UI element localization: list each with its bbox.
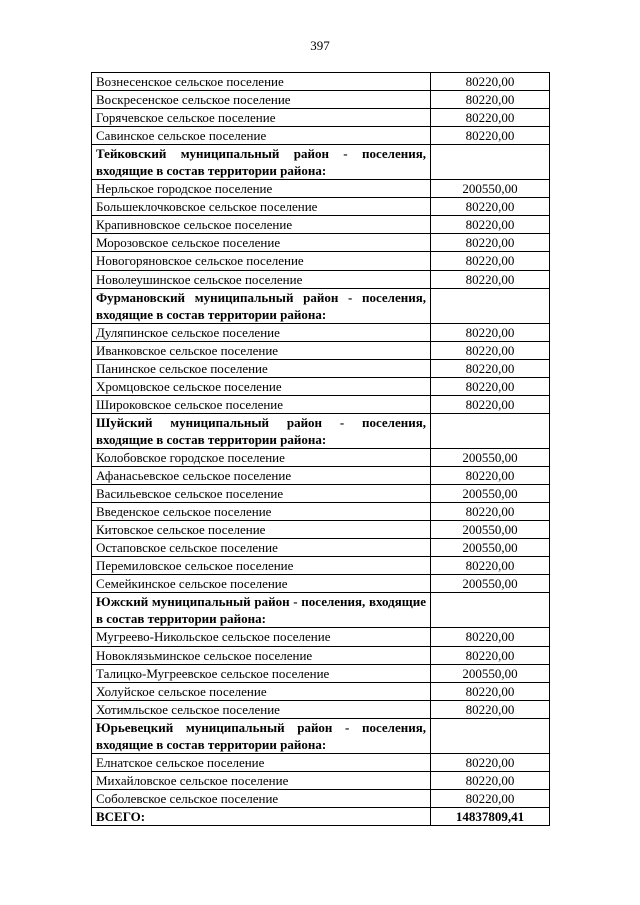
amount-cell: 200550,00 bbox=[431, 521, 550, 539]
table-row bbox=[92, 539, 550, 557]
amount-cell: 80220,00 bbox=[431, 771, 550, 789]
amount-cell: 80220,00 bbox=[431, 789, 550, 807]
amount-cell: 80220,00 bbox=[431, 252, 550, 270]
table-row bbox=[92, 771, 550, 789]
amount-cell: 80220,00 bbox=[431, 359, 550, 377]
settlement-name: Соболевское сельское поселение bbox=[92, 789, 431, 807]
settlement-name: Талицко-Мугреевское сельское поселение bbox=[92, 664, 431, 682]
amount-cell: 80220,00 bbox=[431, 682, 550, 700]
settlement-name: Афанасьевское сельское поселение bbox=[92, 467, 431, 485]
amount-cell: 200550,00 bbox=[431, 448, 550, 466]
settlement-name: Хотимльское сельское поселение bbox=[92, 700, 431, 718]
amount-cell: 80220,00 bbox=[431, 234, 550, 252]
table-row bbox=[92, 377, 550, 395]
table-row bbox=[92, 789, 550, 807]
table-row bbox=[92, 557, 550, 575]
settlement-name: Колобовское городское поселение bbox=[92, 448, 431, 466]
table-row bbox=[92, 628, 550, 646]
amount-cell: 80220,00 bbox=[431, 395, 550, 413]
settlement-name: Иванковское сельское поселение bbox=[92, 341, 431, 359]
amount-cell: 80220,00 bbox=[431, 628, 550, 646]
table-row bbox=[92, 180, 550, 198]
settlement-name: Нерльское городское поселение bbox=[92, 180, 431, 198]
total-label: ВСЕГО: bbox=[92, 807, 431, 825]
allocation-table bbox=[91, 72, 550, 826]
settlement-name: Морозовское сельское поселение bbox=[92, 234, 431, 252]
settlement-name: Семейкинское сельское поселение bbox=[92, 575, 431, 593]
settlement-name: Васильевское сельское поселение bbox=[92, 485, 431, 503]
settlement-name: Перемиловское сельское поселение bbox=[92, 557, 431, 575]
table-row bbox=[92, 198, 550, 216]
settlement-name: Вознесенское сельское поселение bbox=[92, 73, 431, 91]
amount-cell: 80220,00 bbox=[431, 700, 550, 718]
table-row bbox=[92, 575, 550, 593]
table-row bbox=[92, 359, 550, 377]
table-row bbox=[92, 646, 550, 664]
table-row bbox=[92, 323, 550, 341]
table-row bbox=[92, 216, 550, 234]
amount-cell: 80220,00 bbox=[431, 557, 550, 575]
table-row bbox=[92, 682, 550, 700]
table-row bbox=[92, 109, 550, 127]
settlement-name: Воскресенское сельское поселение bbox=[92, 91, 431, 109]
table-row bbox=[92, 503, 550, 521]
amount-cell: 200550,00 bbox=[431, 664, 550, 682]
settlement-name: Мугреево-Никольское сельское поселение bbox=[92, 628, 431, 646]
amount-cell bbox=[431, 288, 550, 323]
district-name: Тейковский муниципальный район - поселения, входящие в состав территории района: bbox=[92, 145, 431, 180]
amount-cell bbox=[431, 145, 550, 180]
settlement-name: Дуляпинское сельское поселение bbox=[92, 323, 431, 341]
amount-cell bbox=[431, 413, 550, 448]
amount-cell: 80220,00 bbox=[431, 270, 550, 288]
amount-cell: 80220,00 bbox=[431, 377, 550, 395]
table-body bbox=[92, 73, 550, 826]
amount-cell: 80220,00 bbox=[431, 341, 550, 359]
table-row bbox=[92, 73, 550, 91]
settlement-name: Остаповское сельское поселение bbox=[92, 539, 431, 557]
settlement-name: Большеклочковское сельское поселение bbox=[92, 198, 431, 216]
amount-cell bbox=[431, 593, 550, 628]
table-row bbox=[92, 700, 550, 718]
amount-cell: 80220,00 bbox=[431, 216, 550, 234]
settlement-name: Горячевское сельское поселение bbox=[92, 109, 431, 127]
amount-cell: 200550,00 bbox=[431, 575, 550, 593]
settlement-name: Новолеушинское сельское поселение bbox=[92, 270, 431, 288]
settlement-name: Широковское сельское поселение bbox=[92, 395, 431, 413]
table-row bbox=[92, 234, 550, 252]
district-header-row bbox=[92, 288, 550, 323]
district-header-row bbox=[92, 413, 550, 448]
amount-cell: 80220,00 bbox=[431, 127, 550, 145]
settlement-name: Савинское сельское поселение bbox=[92, 127, 431, 145]
total-row bbox=[92, 807, 550, 825]
total-amount: 14837809,41 bbox=[431, 807, 550, 825]
settlement-name: Новоклязьминское сельское поселение bbox=[92, 646, 431, 664]
amount-cell: 80220,00 bbox=[431, 323, 550, 341]
amount-cell bbox=[431, 718, 550, 753]
amount-cell: 80220,00 bbox=[431, 646, 550, 664]
table-row bbox=[92, 270, 550, 288]
table-row bbox=[92, 395, 550, 413]
settlement-name: Китовское сельское поселение bbox=[92, 521, 431, 539]
table-row bbox=[92, 341, 550, 359]
table-row bbox=[92, 753, 550, 771]
district-name: Шуйский муниципальный район - поселения, входящие в состав территории района: bbox=[92, 413, 431, 448]
table-row bbox=[92, 467, 550, 485]
settlement-name: Михайловское сельское поселение bbox=[92, 771, 431, 789]
settlement-name: Елнатское сельское поселение bbox=[92, 753, 431, 771]
settlement-name: Новогоряновское сельское поселение bbox=[92, 252, 431, 270]
settlement-name: Холуйское сельское поселение bbox=[92, 682, 431, 700]
table-row bbox=[92, 521, 550, 539]
amount-cell: 80220,00 bbox=[431, 109, 550, 127]
table-row bbox=[92, 448, 550, 466]
amount-cell: 80220,00 bbox=[431, 91, 550, 109]
district-name: Южский муниципальный район - поселения, входящие в состав территории района: bbox=[92, 593, 431, 628]
district-header-row bbox=[92, 593, 550, 628]
district-name: Юрьевецкий муниципальный район - поселения, входящие в состав территории района: bbox=[92, 718, 431, 753]
district-header-row bbox=[92, 718, 550, 753]
amount-cell: 200550,00 bbox=[431, 485, 550, 503]
table-row bbox=[92, 91, 550, 109]
district-name: Фурмановский муниципальный район - поселения, входящие в состав территории района: bbox=[92, 288, 431, 323]
table-row bbox=[92, 127, 550, 145]
amount-cell: 200550,00 bbox=[431, 180, 550, 198]
settlement-name: Крапивновское сельское поселение bbox=[92, 216, 431, 234]
settlement-name: Хромцовское сельское поселение bbox=[92, 377, 431, 395]
table-row bbox=[92, 664, 550, 682]
amount-cell: 200550,00 bbox=[431, 539, 550, 557]
amount-cell: 80220,00 bbox=[431, 753, 550, 771]
amount-cell: 80220,00 bbox=[431, 467, 550, 485]
district-header-row bbox=[92, 145, 550, 180]
amount-cell: 80220,00 bbox=[431, 73, 550, 91]
amount-cell: 80220,00 bbox=[431, 198, 550, 216]
settlement-name: Введенское сельское поселение bbox=[92, 503, 431, 521]
amount-cell: 80220,00 bbox=[431, 503, 550, 521]
page-number: 397 bbox=[310, 38, 330, 53]
settlement-name: Панинское сельское поселение bbox=[92, 359, 431, 377]
table-row bbox=[92, 252, 550, 270]
table-row bbox=[92, 485, 550, 503]
